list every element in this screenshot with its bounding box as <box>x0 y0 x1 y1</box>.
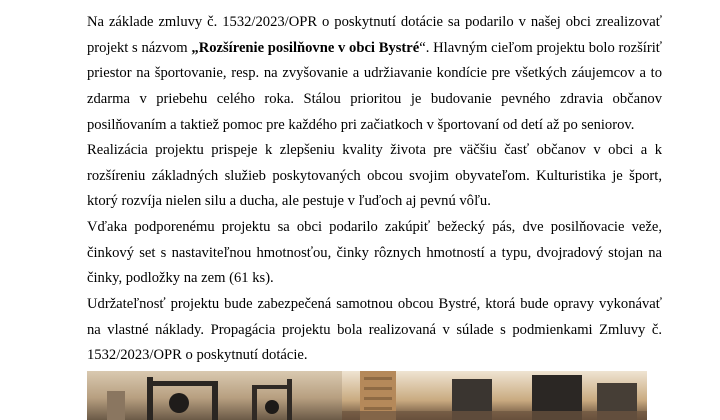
gym-room-photo <box>342 371 647 420</box>
paragraph-purchases: Vďaka podporenému projektu sa obci podarilo zakúpiť bežecký pás, dve posilňovacie veže, činkový set s nastaviteľnou hmotnosťou, činky rôznych hmotností a typu, dvojradový stojan na činky, podložky na zem (61 ks). <box>87 219 662 287</box>
intro-text: Na základe zmluvy č. 1532/2023/OPR o poskytnutí dotácie sa podarilo v našej obci zrealizovať projekt s názvom <box>87 14 662 56</box>
gym-room-illustration <box>342 371 647 420</box>
intro-text-continued: “. Hlavným cieľom projektu bolo rozšíriť priestor na športovanie, resp. na zvyšovanie a udržiavanie kondície pre všetkých záujemcov a to zdarma v priebehu celého roka. Stálou prioritou je budovanie pevného zdravia občanov posilňovaním a taktiež pomoc pre každého pri začiatkoch v športovaní od detí až po seniorov. <box>87 39 662 133</box>
gym-machine-illustration <box>87 371 342 420</box>
gym-equipment-photo <box>87 371 342 420</box>
paragraph-sustainability: Udržateľnosť projektu bude zabezpečená samotnou obcou Bystré, ktorá bude opravy vykonávať na vlastné náklady. Propagácia projektu bola realizovaná v súlade s podmienkami Zmluvy č. 1532/2023/OPR o poskytnutí dotácie. <box>87 296 662 364</box>
project-title: „Rozšírenie posilňovne v obci Bystré <box>191 39 420 56</box>
paragraph-intro <box>87 10 662 139</box>
photo-strip <box>87 371 647 420</box>
paragraph-benefits: Realizácia projektu prispeje k zlepšeniu kvality života pre väčšiu časť občanov v obci a k rozšíreniu základných služieb poskytovaných obcou svojim obyvateľom. Kulturistika je šport, ktorý rozvíja nielen silu a ducha, ale pestuje v ľuďoch aj pevnú vôľu. <box>87 142 662 210</box>
